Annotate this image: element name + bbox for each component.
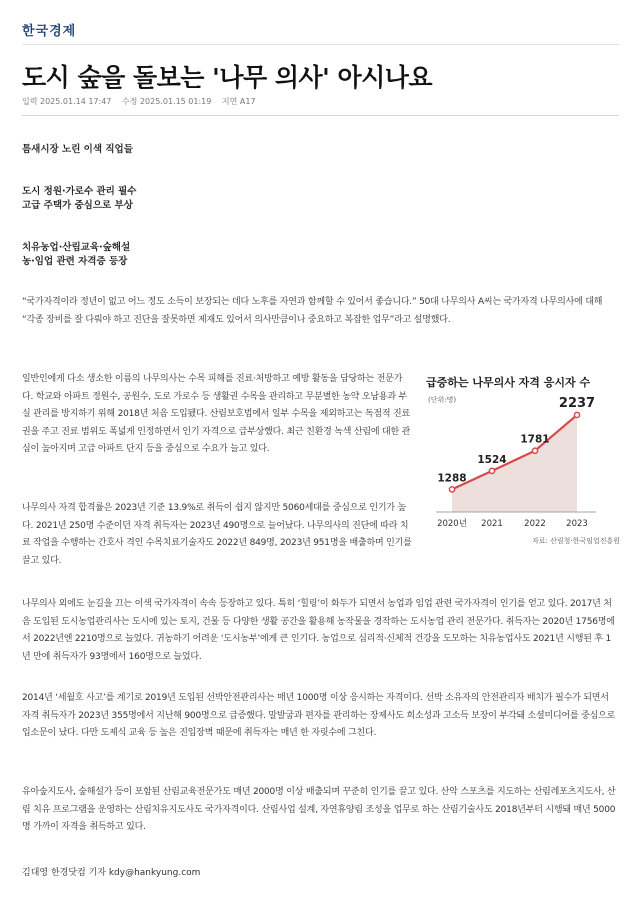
body-paragraph: “국가자격이라 정년이 없고 어느 정도 소득이 보장되는 데다 노후를 자연과 함께할 수 있어서 좋습니다.” 50대 나무의사 A씨는 국가자격 나무의사에 대해 “각종 장비를 잘 다뤄야 하고 진단을 잘못하면 제재도 있어서 의사만큼이나 중요하고 복잡한 업무”라고 설명했다. <box>22 297 603 325</box>
newspaper-logo[interactable]: 한국경제 <box>22 24 77 39</box>
chart-value-label: 1288 <box>437 472 467 485</box>
subheading-group <box>22 241 136 269</box>
chart-value-label: 1781 <box>520 433 550 446</box>
chart-value-label: 1524 <box>477 453 507 466</box>
subheading-line: 틈새시장 노린 이색 직업들 <box>22 144 133 155</box>
chart-source: 자료: 산림청·한국임업진흥원 <box>532 537 620 545</box>
chart-title: 급증하는 나무의사 자격 응시자 수 <box>426 376 591 389</box>
subheading-group <box>22 143 136 157</box>
article-meta <box>22 96 264 107</box>
header-divider <box>22 44 619 45</box>
byline: 김대영 한경닷컴 기자 kdy@hankyung.com <box>22 868 201 878</box>
chart-value-label: 2237 <box>558 395 596 411</box>
meta-divider <box>22 115 619 116</box>
chart-point <box>489 468 494 473</box>
body-paragraph: 2014년 ‘세월호 사고’를 계기로 2019년 도입된 선박안전관리사는 매년 1000명 이상 응시하는 자격이다. 선박 소유자의 안전관리자 배치가 필수가 되면서 자격 취득자가 2023년 355명에서 지난해 900명으로 급증했다. 말발굽과 편자를 관리하는 장제사도 희소성과 고소득 보장이 부각돼 소셜미디어를 중심으로 입소문이 났다. 다만 도제식 교육 등 높은 진입장벽 때문에 취득자는 매년 한 자릿수에 그친다. <box>22 693 616 738</box>
modified-date: 수정 2025.01.15 01:19 <box>121 97 212 106</box>
chart-tick-label: 2023 <box>566 519 588 529</box>
subheading-line: 농·임업 관련 자격증 등장 <box>22 256 128 267</box>
input-date: 입력 2025.01.14 17:47 <box>22 97 112 106</box>
subheadings <box>22 143 136 297</box>
subheading-line: 치유농업·산림교육·숲해설 <box>22 242 131 253</box>
chart-tick-label: 2020년 <box>437 519 467 529</box>
applicants-chart <box>420 370 620 555</box>
body-paragraph: 나무의사 외에도 눈길을 끄는 이색 국가자격이 속속 등장하고 있다. 특히 ‘힐링’이 화두가 되면서 농업과 임업 관련 국가자격이 인기를 얻고 있다. 2017년 처음 도입된 도시농업관리사는 도시에 있는 토지, 건물 등 다양한 생활 공간을 활용해 농작물을 경작하는 도시농업 관리 전문가다. 취득자는 2020년 1756명에서 2022년엔 2210명으로 늘었다. 귀농하기 어려운 ‘도시농부’에게 큰 인기다. 농업으로 심리적·신체적 건강을 도모하는 치유농업사도 2021년 시행된 후 1년 만에 취득자가 93명에서 160명으로 늘었다. <box>22 599 615 662</box>
subheading-line: 도시 정원·가로수 관리 필수 <box>22 186 137 197</box>
chart-unit: (단위:명) <box>428 396 457 404</box>
subheading-line: 고급 주택가 중심으로 부상 <box>22 200 133 211</box>
chart-point <box>574 412 579 417</box>
subheading-group <box>22 185 136 213</box>
page-number: 지면 A17 <box>221 97 256 106</box>
chart-point <box>532 448 537 453</box>
chart-plot <box>420 370 620 555</box>
chart-point <box>449 487 454 492</box>
chart-tick-label: 2022 <box>524 519 546 529</box>
body-paragraph: 유아숲지도사, 숲해설가 등이 포함된 산림교육전문가도 매년 2000명 이상 배출되며 꾸준히 인기를 끌고 있다. 산악 스포츠를 지도하는 산림레포츠지도사, 산림 치유 프로그램을 운영하는 산림치유지도사도 국가자격이다. 산림사업 설계, 자연휴양림 조성을 업무로 하는 산림기술사도 2018년부터 시행돼 매년 5000명 가까이 자격을 취득하고 있다. <box>22 787 616 832</box>
article-title: 도시 숲을 돌보는 '나무 의사' 아시나요 <box>22 63 433 92</box>
body-paragraph: 일반인에게 다소 생소한 이름의 나무의사는 수목 피해를 진료·처방하고 예방 활동을 담당하는 전문가다. 학교와 아파트 정원수, 공원수, 도로 가로수 등 생활권 수목을 관리하고 무분별한 농약 오남용과 부실 관리를 방지하기 위해 2018년 처음 도입됐다. 산림보호법에서 일부 수목을 제외하고는 독점적 진료권을 주고 진료 범위도 폭넓게 인정하면서 인기 자격으로 급부상했다. 최근 친환경 녹색 산림에 대한 관심이 높아지며 고급 아파트 단지 등을 중심으로 수요가 늘고 있다. <box>22 374 411 454</box>
body-paragraph: 나무의사 자격 합격률은 2023년 기준 13.9%로 취득이 쉽지 않지만 5060세대를 중심으로 인기가 높다. 2021년 250명 수준이던 자격 취득자는 2023년 490명으로 늘어났다. 나무의사의 진단에 따라 치료 작업을 수행하는 간호사 격인 수목치료기술자도 2022년 849명, 2023년 951명을 배출하며 인기를 끌고 있다. <box>22 503 412 566</box>
chart-tick-label: 2021 <box>481 519 503 529</box>
